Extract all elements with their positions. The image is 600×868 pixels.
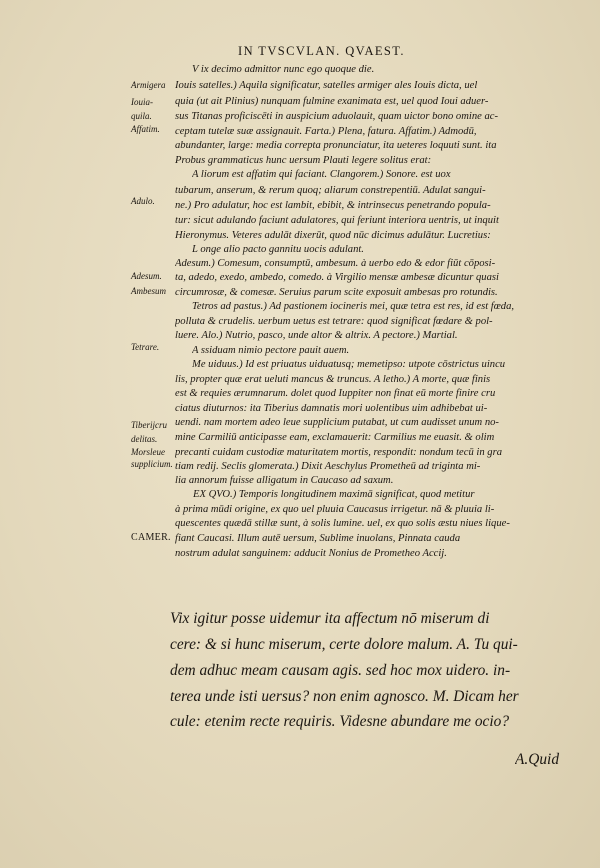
margin-note-armigera: Armigera — [131, 80, 166, 90]
catchword: A.Quid — [515, 751, 560, 768]
margin-note-affatim: Affatim. — [131, 124, 160, 134]
commentary-line: tiam redij. Seclis glomerata.) Dixit Aeschylus Prometheū ad triginta mi- — [175, 461, 481, 472]
commentary-line: EX QVO.) Temporis longitudinem maximā significat, quod metitur — [193, 489, 475, 500]
commentary-line: tur: sicut adulando faciunt adulatores, qui feriunt interiora uentris, ut inquit — [175, 215, 499, 226]
commentary-line: quescentes quædā stillæ sunt, à solis lumine. uel, ex quo solis æstu niues lique- — [175, 518, 510, 529]
commentary-line: A liorum est affatim qui faciant. Clangorem.) Sonore. est uox — [192, 169, 451, 180]
main-text-line: Vix igitur posse uidemur ita affectum nō miserum di — [170, 610, 490, 627]
commentary-line: abundanter, large: media correpta pronunciatur, ita ueteres loquuti sunt. ita — [175, 140, 497, 151]
commentary-line: à prima mūdi origine, ex quo uel pluuia Caucasus irrigetur. nā & pluuia li- — [175, 504, 495, 515]
commentary-line: ciatus diuturnos: ita Tiberius damnatis mori uolentibus uim adhibebat ui- — [175, 403, 488, 414]
main-text-line: terea unde isti uersus? non enim agnosco. M. Dicam her — [170, 688, 519, 705]
margin-note-adesum: Adesum. — [131, 271, 162, 281]
commentary-line: Adesum.) Comesum, consumptū, ambesum. à uerbo edo & edor fiūt cōposi- — [175, 258, 496, 269]
commentary-line: Me uiduus.) Id est priuatus uiduatusq; memetipso: utpote cōstrictus uincu — [192, 359, 506, 370]
margin-note-adulo: Adulo. — [131, 196, 155, 206]
commentary-line: A ssiduam nimio pectore pauit auem. — [192, 345, 350, 356]
commentary-line: tubarum, anserum, & rerum quoq; aliarum constrepentiū. Adulat sangui- — [175, 185, 486, 196]
margin-note-quila: quila. — [131, 111, 152, 121]
running-header: IN TVSCVLAN. QVAEST. — [238, 44, 405, 58]
commentary-line: ceptam tutelæ suæ assignauit. Farta.) Plena, fatura. Affatim.) Admodū, — [175, 126, 477, 137]
commentary-line: est & requies ærumnarum. dolet quod Iuppiter non finat eū morte finire cru — [175, 388, 496, 399]
commentary-line: lia annorum fuisse alligatum in Caucaso ad saxum. — [175, 475, 394, 486]
commentary-line: nostrum adulat sanguinem: adducit Nonius de Prometheo Accij. — [175, 548, 447, 559]
commentary-line: polluta & crudelis. uerbum uetus est tetrare: quod significat fœdare & pol- — [175, 316, 493, 327]
commentary-line: ta, adedo, exedo, ambedo, comedo. à Virgilio mensæ ambesæ dicuntur quasi — [175, 272, 499, 283]
commentary-line: fiant Caucasi. Illum autē uersum, Sublime inuolans, Pinnata cauda — [175, 533, 461, 544]
commentary-line: Tetros ad pastus.) Ad pastionem iocineris mei, quæ tetra est res, id est fœda, — [192, 301, 515, 312]
commentary-line: mine Carmiliū anticipasse eam, exclamauerit: Carmilius me euasit. & olim — [175, 432, 495, 443]
commentary-line: Iouis satelles.) Aquila significatur, satelles armiger ales Iouis dicta, uel — [175, 80, 478, 91]
margin-note-iouia: Iouia- — [131, 97, 153, 107]
commentary-line: Probus grammaticus hunc uersum Plauti legere solitus erat: — [175, 155, 432, 166]
main-text-line: dem adhuc meam causam agis. sed hoc mox uidero. in- — [170, 662, 511, 679]
commentary-line: lis, propter quæ erat ueluti mancus & truncus. A letho.) A morte, quæ finis — [175, 374, 491, 385]
margin-note-tiberijcru: Tiberijcru — [131, 420, 168, 430]
commentary-line: quia (ut ait Plinius) nunquam fulmine exanimata est, uel quod Ioui aduer- — [175, 96, 489, 107]
commentary-line: sus Titanas proficiscēti in auspicium aduolauit, quam uictor bono omine ac- — [175, 111, 499, 122]
margin-note-delitas: delitas. — [131, 434, 158, 444]
main-text-line: cere: & si hunc miserum, certe dolore malum. A. Tu qui- — [170, 636, 518, 653]
commentary-line: precanti cuidam custodiæ maturitatem mortis, respondit: nondum tecū in gra — [175, 447, 503, 458]
commentary-line: Hieronymus. Veteres adulāt dixerūt, quod nūc dicimus adulātur. Lucretius: — [175, 230, 491, 241]
commentary-line: ne.) Pro adulatur, hoc est lambit, ebibit, & intrinsecus penetrando popula- — [175, 200, 491, 211]
margin-note-ambesum: Ambesum — [131, 286, 166, 296]
margin-note-supplicium: supplicium. — [131, 459, 173, 469]
margin-note-morsleue: Morsleue — [131, 447, 165, 457]
margin-note-tetrare: Tetrare. — [131, 342, 160, 352]
margin-camer: CAMER. — [131, 532, 171, 543]
commentary-line: L onge alio pacto gannitu uocis adulant. — [192, 244, 364, 255]
commentary-line: uendi. nam mortem adeo leue supplicium putabat, ut cum audisset unum no- — [175, 417, 499, 428]
main-text-line: cule: etenim recte requiris. Videsne abundare me ocio? — [170, 713, 510, 730]
commentary-line: V ix decimo admittor nunc ego quoque die. — [192, 64, 375, 75]
commentary-line: luere. Alo.) Nutrio, pasco, unde altor & altrix. A pectore.) Martial. — [175, 330, 458, 341]
commentary-line: circumrosæ, & comesæ. Seruius parum scite exposuit ambesas pro rotundis. — [175, 287, 498, 298]
